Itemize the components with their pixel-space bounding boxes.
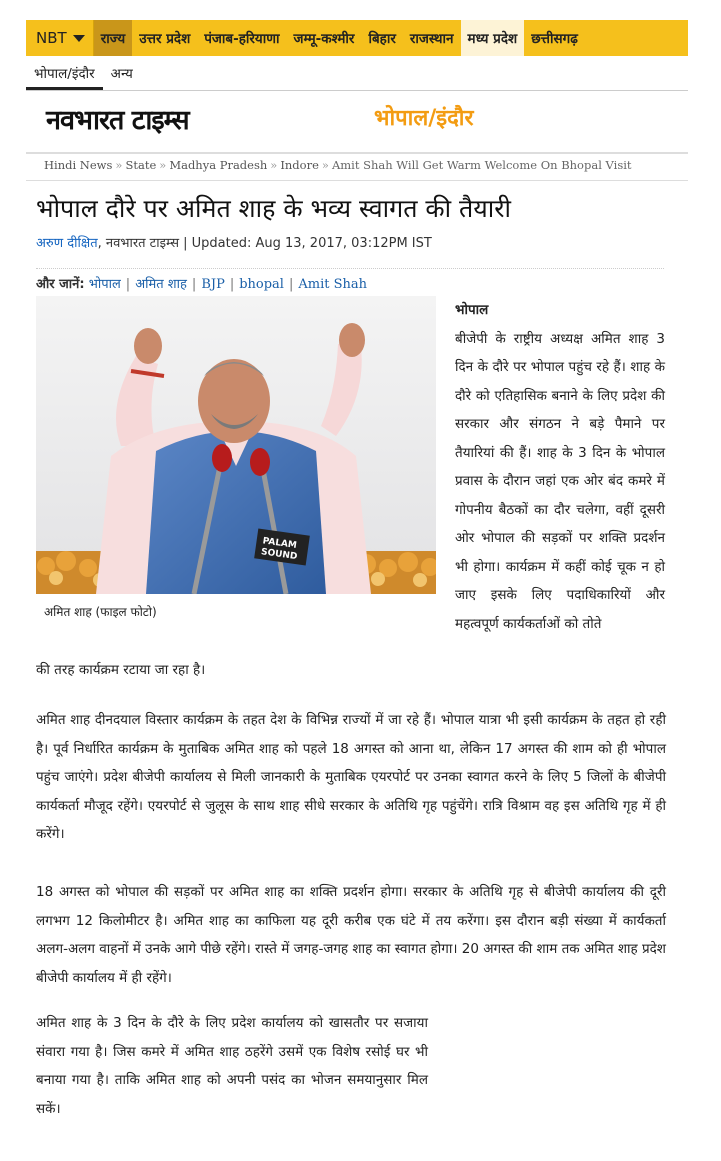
breadcrumb-current: Amit Shah Will Get Warm Welcome On Bhopal Visit: [331, 158, 632, 172]
article-title: भोपाल दौरे पर अमित शाह के भव्य स्वागत की तैयारी: [36, 194, 511, 223]
top-navigation: [26, 20, 688, 56]
breadcrumb-state[interactable]: State: [125, 158, 157, 172]
article-paragraph: अमित शाह दीनदयाल विस्तार कार्यक्रम के तहत देश के विभिन्न राज्यों में जा रहे हैं। भोपाल यात्रा भी इसी कार्यक्रम के तहत हो रही है। पूर्व निर्धारित कार्यक्रम के मुताबिक अमित शाह को पहले 18 अगस्त को आना था, लेकिन 17 अगस्त की शाम को ही भोपाल पहुंच जाएंगे। प्रदेश बीजेपी कार्यालय से मिली जानकारी के मुताबिक एयरपोर्ट पर उनका स्वागत करने के लिए 5 जिलों के बीजेपी कार्यकर्ता मौजूद रहेंगे। एयरपोर्ट से जुलूस के साथ शाह सीधे सरकार के अतिथि गृह पहुंचेंगे। रात्रि विश्राम वह इस अतिथि गृह में ही करेंगे।: [36, 712, 666, 842]
subnav-item-bhopal-indore[interactable]: भोपाल/इंदौर: [26, 56, 103, 90]
breadcrumb: Hindi News » State » Madhya Pradesh » Indore » Amit Shah Will Get Warm Welcome On Bhopal Visit: [44, 158, 632, 172]
nav-item-uttar-pradesh[interactable]: उत्तर प्रदेश: [139, 31, 191, 47]
nav-item-jammu-kashmir[interactable]: जम्मू-कश्मीर: [293, 31, 355, 47]
photo-illustration: [36, 296, 436, 594]
related-tags: और जानें: भोपाल | अमित शाह | BJP | bhopal | Amit Shah: [36, 277, 368, 292]
caret-down-icon: [73, 35, 85, 42]
divider: [26, 180, 688, 181]
article-photo: [36, 296, 436, 594]
article-paragraph: अमित शाह के 3 दिन के दौरे के लिए प्रदेश कार्यालय को खासतौर पर सजाया संवारा गया है। जिस कमरे में अमित शाह ठहरेंगे उसमें एक विशेष रसोई घर भी बनाया गया है। ताकि अमित शाह को अपनी पसंद का भोजन समयानुसार मिल सकें।: [36, 1015, 428, 1117]
nav-item-madhya-pradesh[interactable]: मध्य प्रदेश: [461, 20, 525, 56]
tag-link[interactable]: bhopal: [239, 277, 284, 292]
nav-item-rajasthan[interactable]: राजस्थान: [409, 31, 454, 47]
article-paragraph: 18 अगस्त को भोपाल की सड़कों पर अमित शाह का शक्ति प्रदर्शन होगा। सरकार के अतिथि गृह से बीजेपी कार्यालय की दूरी लगभग 12 किलोमीटर है। अमित शाह का काफिला यह दूरी करीब एक घंटे में तय करेंगा। इस दौरान बड़ी संख्या में कार्यकर्ता अलग-अलग वाहनों में उनके आगे पीछे रहेंगे। रास्ते में जगह-जगह शाह का स्वागत होगा। 20 अगस्त की शाम तक अमित शाह प्रदेश बीजेपी कार्यालय में ही रहेंगे।: [36, 884, 666, 986]
tag-link[interactable]: Amit Shah: [298, 277, 368, 292]
mic-label-sound: SOUND: [260, 547, 298, 563]
nbt-menu-button[interactable]: [26, 20, 94, 56]
tag-link[interactable]: BJP: [201, 277, 225, 292]
mic-label-palam: PALAM: [261, 536, 298, 551]
subnav-item-other[interactable]: अन्य: [110, 66, 133, 82]
author-link[interactable]: अरुण दीक्षित: [36, 236, 98, 251]
tag-link[interactable]: अमित शाह: [135, 277, 187, 292]
dateline: भोपाल: [455, 302, 489, 318]
nbt-label: NBT: [36, 29, 67, 47]
nav-item-punjab-haryana[interactable]: पंजाब-हरियाणा: [204, 31, 280, 47]
breadcrumb-madhya-pradesh[interactable]: Madhya Pradesh: [169, 158, 268, 172]
sub-navigation: [26, 56, 688, 91]
article-lead: [455, 296, 665, 638]
tags-label: और जानें:: [36, 277, 85, 292]
section-title[interactable]: भोपाल/इंदौर: [374, 106, 474, 131]
lead-continuation: की तरह कार्यक्रम रटाया जा रहा है।: [36, 662, 206, 678]
lead-text: बीजेपी के राष्ट्रीय अध्यक्ष अमित शाह 3 दिन के दौरे पर भोपाल पहुंच रहे हैं। शाह के दौरे को एतिहासिक बनाने के लिए प्रदेश की सरकार और संगठन ने बड़े पैमाने पर तैयारियां की हैं। शाह के 3 दिन के भोपाल प्रवास के दौरान जहां एक ओर बंद कमरे में गोपनीय बैठकों का दौर चलेगा, वहीं दूसरी ओर भोपाल की सड़कों पर शक्ति प्रदर्शन भी होगा। कार्यक्रम में कहीं कोई चूक न हो जाए इसके लिए पदाधिकारियों और महत्वपूर्ण कार्यकर्ताओं को तोते: [455, 330, 665, 632]
nav-item-chhattisgarh[interactable]: छत्तीसगढ़: [531, 31, 578, 47]
byline-meta: , नवभारत टाइम्स | Updated: Aug 13, 2017, 03:12PM IST: [97, 236, 432, 251]
breadcrumb-hindi-news[interactable]: Hindi News: [44, 158, 113, 172]
site-logo[interactable]: नवभारत टाइम्स: [46, 105, 189, 136]
byline: [36, 233, 432, 251]
breadcrumb-indore[interactable]: Indore: [280, 158, 319, 172]
tag-link[interactable]: भोपाल: [88, 277, 121, 292]
photo-caption: अमित शाह (फाइल फोटो): [44, 605, 157, 619]
divider: [36, 268, 664, 269]
masthead: [26, 90, 688, 154]
nav-item-rajya[interactable]: राज्य: [94, 20, 133, 56]
nav-item-bihar[interactable]: बिहार: [368, 31, 396, 47]
